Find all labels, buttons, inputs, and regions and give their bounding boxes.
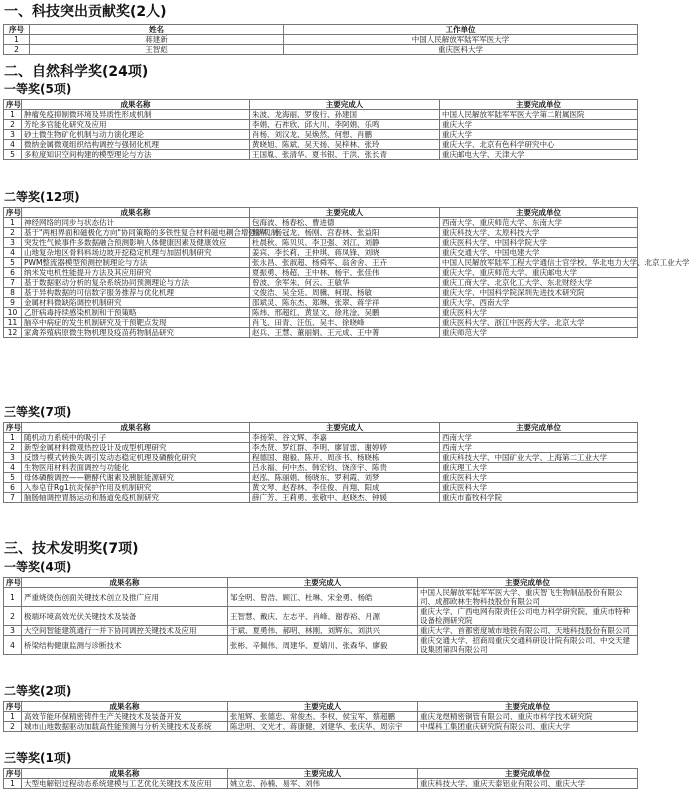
cell-seq: 2 xyxy=(4,228,22,238)
cell-col2: 王智彪 xyxy=(30,45,284,55)
cell-col2: 基于"两相界面和磁极化方向"协同策略的多铁性复合材料磁电耦合增强新机制 xyxy=(22,228,250,238)
cell-col3: 姜宾、李长莉、王仲琪、蒋凤锋、刘晓 xyxy=(250,248,440,258)
cell-col3: 陈忠明、文光才、蒋康健、刘建华、张庆华、周宗宇 xyxy=(228,722,418,732)
cell-col2: 多粒度知识空间构建的模型理论与方法 xyxy=(22,150,250,160)
cell-col3: 张旭辉、张德忠、常俊杰、李权、侯宝军、蔡超鹏 xyxy=(228,712,418,722)
table-row xyxy=(4,130,638,140)
cell-col4: 重庆医科大学 xyxy=(440,308,638,318)
cell-col2: 生物医用材料表面调控与功能化 xyxy=(22,463,250,473)
cell-col2: 肿瘤免疫抑制微环境及异质性形成机制 xyxy=(22,110,250,120)
cell-col3: 朱波、龙海丽、罗俊行、孙建国 xyxy=(250,110,440,120)
cell-col2: 蒋建新 xyxy=(30,35,284,45)
table-row xyxy=(4,433,638,443)
header-seq: 序号 xyxy=(4,25,30,35)
cell-col4: 重庆科技大学、重庆天泰铝业有限公司、重庆大学 xyxy=(418,779,638,789)
header-units: 主要完成单位 xyxy=(440,100,638,110)
table-row xyxy=(4,288,638,298)
cell-col2: 大空间智能建筑通行一并下协同调控关键技术及应用 xyxy=(22,626,228,636)
header-unit: 工作单位 xyxy=(284,25,638,35)
cell-seq: 2 xyxy=(4,45,30,55)
cell-col4: 重庆大学 xyxy=(440,120,638,130)
cell-col3: 肖杨、刘汉龙、吴焕然、何想、肖鹏 xyxy=(250,130,440,140)
cell-col4: 重庆交通大学、中国电建大学 xyxy=(440,248,638,258)
table-row xyxy=(4,328,638,338)
subsection-title-tech-second: 二等奖(2项) xyxy=(4,684,72,698)
table-row xyxy=(4,258,638,268)
technology-invention-first-table xyxy=(3,577,638,655)
table-row xyxy=(4,140,638,150)
cell-col4: 重庆师范大学 xyxy=(440,328,638,338)
cell-col2: 微纳金属微观组织结构调控与强韧化机理 xyxy=(22,140,250,150)
cell-col3: 赵泓、陈丽娟、杨晓东、罗利霞、刘梦 xyxy=(250,473,440,483)
cell-col3: 肖飞、田青、汪伍、吴丰、徐晓峰 xyxy=(250,318,440,328)
subsection-title-natural-third: 三等奖(7项) xyxy=(4,405,72,419)
cell-seq: 4 xyxy=(4,140,22,150)
table-row xyxy=(4,473,638,483)
header-units: 主要完成单位 xyxy=(418,702,638,712)
table-row xyxy=(4,588,638,607)
cell-col2: 母体磷酸调控——糖酵代谢素及胰脏能源研究 xyxy=(22,473,250,483)
cell-col4: 中国人民解放军陆军工程大学通信士官学校、华北电力大学、北京工业大学 xyxy=(440,258,638,268)
cell-col4: 重庆龙煜精密铜管有限公司、重庆市科学技术研究院 xyxy=(418,712,638,722)
table-row xyxy=(4,779,638,789)
table-row xyxy=(4,248,638,258)
header-achievement: 成果名称 xyxy=(22,769,228,779)
technology-invention-third-table xyxy=(3,768,638,789)
cell-col4: 重庆科技大学、太原科技大学 xyxy=(440,228,638,238)
cell-col3: 姚立忠、孙楠、易军、刘伟 xyxy=(228,779,418,789)
cell-seq: 6 xyxy=(4,268,22,278)
header-units: 主要完成单位 xyxy=(440,208,638,218)
cell-col2: 随机动力系统中的吸引子 xyxy=(22,433,250,443)
contribution-award-table xyxy=(3,24,638,55)
cell-seq: 4 xyxy=(4,636,22,655)
table-row xyxy=(4,298,638,308)
cell-col4: 重庆医科大学 xyxy=(440,483,638,493)
header-seq: 序号 xyxy=(4,578,22,588)
cell-col2: 脑卒中病症的发生机制研究及干预靶点发现 xyxy=(22,318,250,328)
cell-col3: 李娟、石祚欣、邱大川、李阿娟、乐鸣 xyxy=(250,120,440,130)
cell-col3: 吕永福、何中杰、韩宏钧、饶彦宇、陈贵 xyxy=(250,463,440,473)
table-row xyxy=(4,722,638,732)
table-row xyxy=(4,493,638,503)
cell-col4: 重庆邮电大学、天津大学 xyxy=(440,150,638,160)
header-achievement: 成果名称 xyxy=(22,423,250,433)
cell-seq: 3 xyxy=(4,130,22,140)
cell-seq: 1 xyxy=(4,588,22,607)
cell-col3: 中国人民解放军陆军军医大学 xyxy=(284,35,638,45)
header-people: 主要完成人 xyxy=(250,100,440,110)
natural-science-third-table xyxy=(3,422,638,503)
cell-seq: 5 xyxy=(4,150,22,160)
table-row xyxy=(4,443,638,453)
cell-col4: 西南大学、重庆师范大学、东南大学 xyxy=(440,218,638,228)
cell-col2: 砂土微生物矿化机制与动力演化理论 xyxy=(22,130,250,140)
cell-col4: 重庆大学 xyxy=(440,130,638,140)
cell-col4: 重庆交通大学、招商局重庆交通科研设计院有限公司、中交天建设集团第四有限公司 xyxy=(418,636,638,655)
header-seq: 序号 xyxy=(4,702,22,712)
cell-col4: 重庆大学、北京有色科学研究中心 xyxy=(440,140,638,150)
cell-col4: 重庆大学、西南大学 xyxy=(440,298,638,308)
header-achievement: 成果名称 xyxy=(22,702,228,712)
table-row xyxy=(4,712,638,722)
table-row xyxy=(4,318,638,328)
cell-col4: 重庆大学、重庆师范大学、重庆邮电大学 xyxy=(440,268,638,278)
cell-col3: 张彬、辛佩伟、周建华、夏婧川、张森华、廖毅 xyxy=(228,636,418,655)
header-units: 主要完成单位 xyxy=(440,423,638,433)
cell-col4: 重庆科技大学、中国矿业大学、上海第二工业大学 xyxy=(440,453,638,463)
cell-col3: 包海波、杨春松、曹进德 xyxy=(250,218,440,228)
cell-seq: 7 xyxy=(4,493,22,503)
cell-col4: 重庆市畜牧科学院 xyxy=(440,493,638,503)
cell-col2: 基于异构数据的可信数字服务推荐与优化机理 xyxy=(22,288,250,298)
cell-col3: 王智慧、戴庆、左志平、肖峰、谢春裕、月源 xyxy=(228,607,418,626)
header-seq: 序号 xyxy=(4,208,22,218)
cell-seq: 1 xyxy=(4,779,22,789)
cell-seq: 4 xyxy=(4,463,22,473)
cell-seq: 1 xyxy=(4,218,22,228)
header-name: 姓名 xyxy=(30,25,284,35)
cell-seq: 3 xyxy=(4,626,22,636)
cell-col3: 曾波、余军朱、何云、王敏华 xyxy=(250,278,440,288)
cell-col3: 于斌、夏勇伟、郝明、林刚、刘辉东、刘洪兴 xyxy=(228,626,418,636)
header-achievement: 成果名称 xyxy=(22,578,228,588)
cell-seq: 4 xyxy=(4,248,22,258)
cell-col4: 西南大学 xyxy=(440,433,638,443)
subsection-title-tech-third: 三等奖(1项) xyxy=(4,751,72,765)
section-title-contribution: 一、科技突出贡献奖(2人) xyxy=(4,4,167,20)
table-row xyxy=(4,607,638,626)
table-row xyxy=(4,483,638,493)
cell-col2: 极端环境高效光伏关键技术及装备 xyxy=(22,607,228,626)
cell-col2: 纳米发电机性能提升方法及其应用研究 xyxy=(22,268,250,278)
cell-col2: 反馈与模式转换失调引发动态稳定机理及磷酸化研究 xyxy=(22,453,250,463)
cell-col4: 西南大学 xyxy=(440,443,638,453)
cell-seq: 2 xyxy=(4,722,22,732)
cell-col3: 赵兵、王慧、董丽娟、王元成、王中菁 xyxy=(250,328,440,338)
cell-col2: 金属材料微缺陷调控机制研究 xyxy=(22,298,250,308)
cell-seq: 8 xyxy=(4,288,22,298)
table-row xyxy=(4,35,638,45)
header-achievement: 成果名称 xyxy=(22,100,250,110)
table-row xyxy=(4,218,638,228)
header-seq: 序号 xyxy=(4,769,22,779)
cell-seq: 1 xyxy=(4,712,22,722)
header-people: 主要完成人 xyxy=(250,208,440,218)
cell-col2: 桥梁结构健康监测与诊断技术 xyxy=(22,636,228,655)
table-row xyxy=(4,463,638,473)
table-row xyxy=(4,150,638,160)
header-people: 主要完成人 xyxy=(228,578,418,588)
cell-col2: 入参皂苷Rg1抗炎保护作用及机制研究 xyxy=(22,483,250,493)
cell-col4: 重庆理工大学 xyxy=(440,463,638,473)
table-row xyxy=(4,453,638,463)
table-row xyxy=(4,278,638,288)
cell-seq: 3 xyxy=(4,453,22,463)
cell-seq: 12 xyxy=(4,328,22,338)
cell-seq: 2 xyxy=(4,443,22,453)
cell-col4: 重庆医科大学、中国科学院大学 xyxy=(440,238,638,248)
cell-seq: 1 xyxy=(4,433,22,443)
table-row xyxy=(4,45,638,55)
cell-col2: 基于数据驱动分析的复杂系统协同预测理论与方法 xyxy=(22,278,250,288)
table-row xyxy=(4,308,638,318)
cell-col4: 重庆大学、广西电网有限责任公司电力科学研究院、重庆市特种设备检测研究院 xyxy=(418,607,638,626)
cell-col2: 严重烧烫伤创面关键技术创立及推广应用 xyxy=(22,588,228,607)
cell-col2: 脑肠轴调控胃肠运动和肠道免疫机制研究 xyxy=(22,493,250,503)
cell-col2: 乙肝病毒持续感染机制和干预策略 xyxy=(22,308,250,318)
header-people: 主要完成人 xyxy=(250,423,440,433)
cell-seq: 1 xyxy=(4,110,22,120)
cell-col3: 杜晨秋、陈贝贝、李卫强、刘江、刘静 xyxy=(250,238,440,248)
cell-col4: 中国人民解放军陆军军医大学、重庆智飞生物制品股份有限公司、成都欧林生物科技股份有限公司 xyxy=(418,588,638,607)
cell-seq: 2 xyxy=(4,607,22,626)
header-units: 主要完成单位 xyxy=(418,578,638,588)
natural-science-first-table xyxy=(3,99,638,160)
cell-col3: 薛广芳、王莉勇、张敬中、赵晓杰、钟媛 xyxy=(250,493,440,503)
table-row xyxy=(4,228,638,238)
table-row xyxy=(4,110,638,120)
cell-col2: 山地复杂地区骨料料场边坡开挖稳定机理与加固机制研究 xyxy=(22,248,250,258)
cell-seq: 7 xyxy=(4,278,22,288)
cell-col3: 李扬荣、谷文辉、李嘉 xyxy=(250,433,440,443)
header-people: 主要完成人 xyxy=(228,702,418,712)
subsection-title-natural-first: 一等奖(5项) xyxy=(4,82,72,96)
cell-col3: 重庆医科大学 xyxy=(284,45,638,55)
cell-col4: 重庆大学、首都密度城市地铁有限公司、天地科技股份有限公司 xyxy=(418,626,638,636)
cell-col2: 新型金属材料微观热控设计及成型机理研究 xyxy=(22,443,250,453)
cell-seq: 5 xyxy=(4,258,22,268)
cell-seq: 6 xyxy=(4,483,22,493)
header-seq: 序号 xyxy=(4,423,22,433)
table-row xyxy=(4,120,638,130)
cell-col3: 黄晓旭、陈斌、吴天扬、吴梓林、张玲 xyxy=(250,140,440,150)
cell-col3: 程德国、谢毅、陈开、周彦书、杨晓栋 xyxy=(250,453,440,463)
table-row xyxy=(4,636,638,655)
cell-col3: 王国胤、张清华、夏书银、于洪、张长青 xyxy=(250,150,440,160)
cell-seq: 11 xyxy=(4,318,22,328)
header-people: 主要完成人 xyxy=(228,769,418,779)
cell-col2: 突发性气候事件多数据融合预测影响人体健康因素及健康效应 xyxy=(22,238,250,248)
cell-col3: 陈炜、邢超红、黄显文、徐兆淦、吴鹏 xyxy=(250,308,440,318)
cell-col3: 李杰贤、罗红群、李明、廖冒雷、谢婷婷 xyxy=(250,443,440,453)
header-seq: 序号 xyxy=(4,100,22,110)
cell-col2: 城市山地数据驱动加载高性能预测与分析关键技术及系统 xyxy=(22,722,228,732)
cell-col2: 芳纶多官能化研究及应用 xyxy=(22,120,250,130)
cell-col4: 重庆工商大学、北京化工大学、东北财经大学 xyxy=(440,278,638,288)
cell-col3: 邵斌灵、陈东杰、郑琳、张翠、蒋学祥 xyxy=(250,298,440,308)
subsection-title-tech-first: 一等奖(4项) xyxy=(4,560,72,574)
cell-col4: 重庆大学、中国科学院深圳先进技术研究院 xyxy=(440,288,638,298)
cell-seq: 2 xyxy=(4,120,22,130)
natural-science-second-table xyxy=(3,207,690,338)
header-units: 主要完成单位 xyxy=(418,769,638,779)
header-achievement: 成果名称 xyxy=(22,208,250,218)
technology-invention-second-table xyxy=(3,701,638,732)
cell-seq: 9 xyxy=(4,298,22,308)
section-title-natural-science: 二、自然科学奖(24项) xyxy=(4,64,149,80)
cell-seq: 10 xyxy=(4,308,22,318)
cell-seq: 1 xyxy=(4,35,30,45)
cell-seq: 3 xyxy=(4,238,22,248)
cell-col2: 大型电解铝过程动态系统建模与工艺优化关键技术及应用 xyxy=(22,779,228,789)
cell-col4: 重庆医科大学、浙江中医药大学、北京大学 xyxy=(440,318,638,328)
cell-col4: 中煤科工集团重庆研究院有限公司、重庆大学 xyxy=(418,722,638,732)
cell-col2: 高效节能环保精密铸件生产关键技术及装备开发 xyxy=(22,712,228,722)
cell-col2: PWM整流器模型预测控制理论与方法 xyxy=(22,258,250,268)
cell-col3: 黄文琴、赵春林、李佳俊、肖翔、阳成 xyxy=(250,483,440,493)
section-title-technology-invention: 三、技术发明奖(7项) xyxy=(4,541,139,557)
cell-col4: 重庆医科大学 xyxy=(440,473,638,483)
table-row xyxy=(4,238,638,248)
cell-col3: 文俊浩、吴全廷、周骥、柯琨、杨敏 xyxy=(250,288,440,298)
cell-col3: 熊军、杨冠龙、杨刚、宫春林、张益阳 xyxy=(250,228,440,238)
table-row xyxy=(4,626,638,636)
cell-col2: 神经网络的同步与状态估计 xyxy=(22,218,250,228)
cell-col4: 中国人民解放军陆军军医大学第二附属医院 xyxy=(440,110,638,120)
cell-col3: 邹全明、曾浩、顾江、杜琳、宋金勇、杨皓 xyxy=(228,588,418,607)
table-row xyxy=(4,268,638,278)
cell-col3: 张永昌、张淑超、杨舜军、翁舍舍、王卉 xyxy=(250,258,440,268)
cell-col3: 夏振勇、杨超、王中林、杨宇、张佳伟 xyxy=(250,268,440,278)
cell-col2: 家禽养殖病原微生物机理及疫苗药物制品研究 xyxy=(22,328,250,338)
cell-seq: 5 xyxy=(4,473,22,483)
subsection-title-natural-second: 二等奖(12项) xyxy=(4,190,80,204)
